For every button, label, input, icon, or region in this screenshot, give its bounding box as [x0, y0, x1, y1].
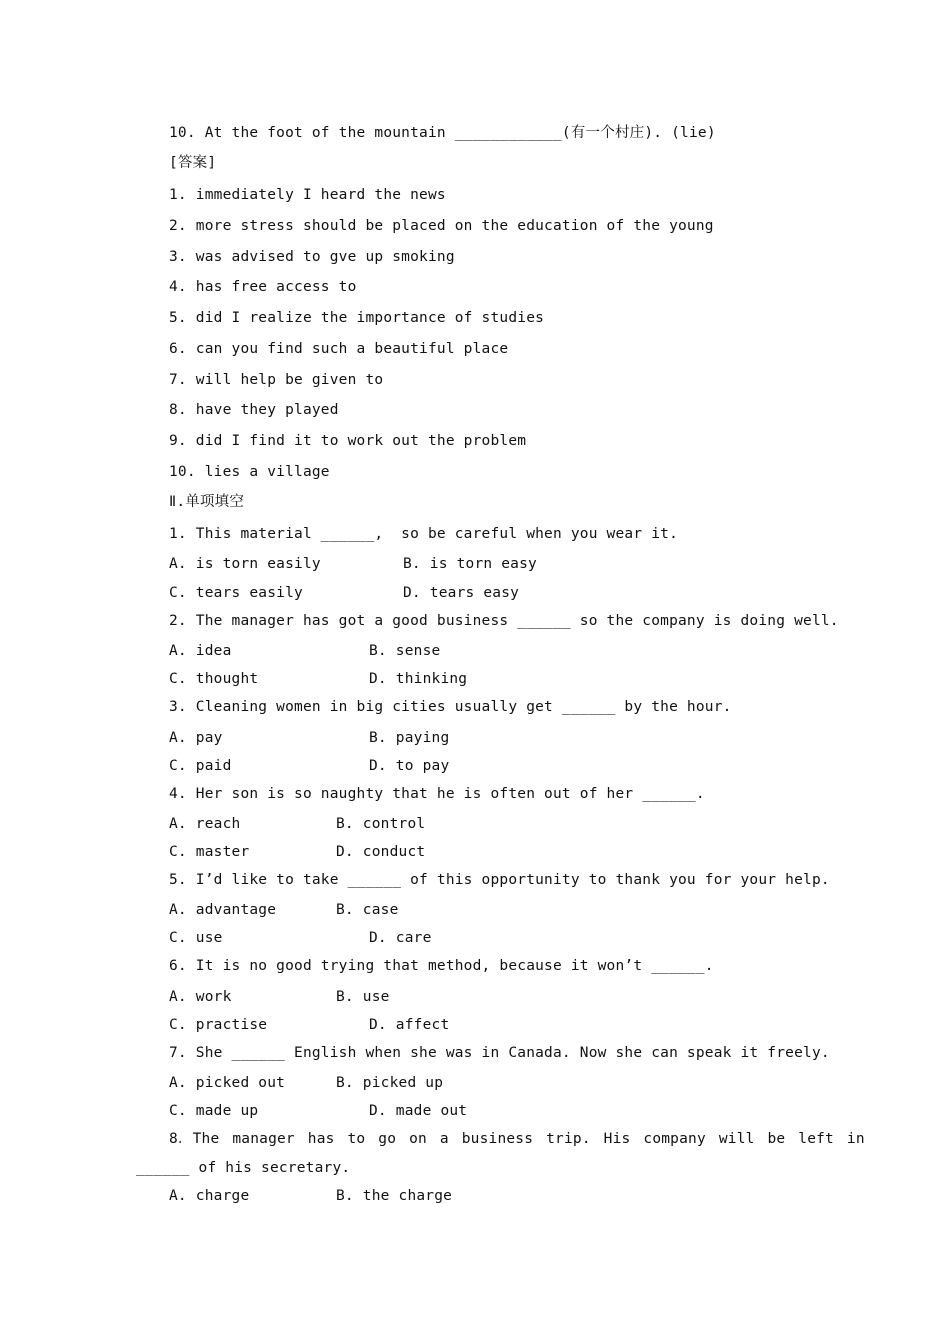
- option-a: A. is torn easily: [169, 556, 321, 572]
- option-a: A. advantage: [169, 902, 277, 918]
- option-d: D. thinking: [369, 671, 468, 687]
- answer-item: 9. did I find it to work out the problem: [169, 433, 527, 449]
- option-d: D. care: [369, 930, 432, 946]
- question-stem: 6. It is no good trying that method, because it won’t ______.: [169, 958, 714, 974]
- option-b: B. sense: [369, 643, 441, 659]
- question-stem: 3. Cleaning women in big cities usually get ______ by the hour.: [169, 699, 732, 715]
- answer-item: 2. more stress should be placed on the education of the young: [169, 218, 714, 234]
- option-c: C. tears easily: [169, 585, 303, 601]
- option-d: D. affect: [369, 1017, 450, 1033]
- question-stem: 2. The manager has got a good business ______ so the company is doing well.: [169, 613, 839, 629]
- option-b: B. is torn easy: [403, 556, 537, 572]
- option-b: B. picked up: [336, 1075, 444, 1091]
- answer-item: 8. have they played: [169, 402, 339, 418]
- section-title: Ⅱ.单项填空: [169, 494, 245, 510]
- answer-item: 7. will help be given to: [169, 372, 384, 388]
- question-stem: 5. I’d like to take ______ of this opportunity to thank you for your help.: [169, 872, 830, 888]
- question-stem: 4. Her son is so naughty that he is often out of her ______.: [169, 786, 705, 802]
- answer-item: 10. lies a village: [169, 464, 330, 480]
- option-a: A. pay: [169, 730, 223, 746]
- option-b: B. paying: [369, 730, 450, 746]
- option-d: D. made out: [369, 1103, 468, 1119]
- option-a: A. idea: [169, 643, 232, 659]
- answer-item: 5. did I realize the importance of studies: [169, 310, 545, 326]
- option-c: C. paid: [169, 758, 232, 774]
- answer-heading: [答案]: [169, 155, 217, 171]
- option-d: D. to pay: [369, 758, 450, 774]
- answer-item: 1. immediately I heard the news: [169, 187, 446, 203]
- option-d: D. conduct: [336, 844, 426, 860]
- answer-item: 3. was advised to gve up smoking: [169, 249, 455, 265]
- option-a: A. work: [169, 989, 232, 1005]
- option-a: A. charge: [169, 1188, 250, 1204]
- option-c: C. master: [169, 844, 250, 860]
- option-c: C. thought: [169, 671, 259, 687]
- option-d: D. tears easy: [403, 585, 520, 601]
- option-b: B. the charge: [336, 1188, 453, 1204]
- option-c: C. use: [169, 930, 223, 946]
- option-b: B. use: [336, 989, 390, 1005]
- question-stem: 8．The manager has to go on a business trip. His company will be left in: [169, 1131, 865, 1147]
- answer-item: 6. can you find such a beautiful place: [169, 341, 509, 357]
- question-stem: 7. She ______ English when she was in Canada. Now she can speak it freely.: [169, 1045, 830, 1061]
- question-10-fill-in: 10. At the foot of the mountain ____________(有一个村庄). (lie): [169, 125, 716, 141]
- question-stem-continued: ______ of his secretary.: [136, 1160, 351, 1176]
- option-b: B. control: [336, 816, 426, 832]
- answer-item: 4. has free access to: [169, 279, 357, 295]
- option-c: C. made up: [169, 1103, 259, 1119]
- question-stem: 1. This material ______, so be careful when you wear it.: [169, 526, 678, 542]
- option-a: A. reach: [169, 816, 241, 832]
- option-a: A. picked out: [169, 1075, 286, 1091]
- option-b: B. case: [336, 902, 399, 918]
- option-c: C. practise: [169, 1017, 268, 1033]
